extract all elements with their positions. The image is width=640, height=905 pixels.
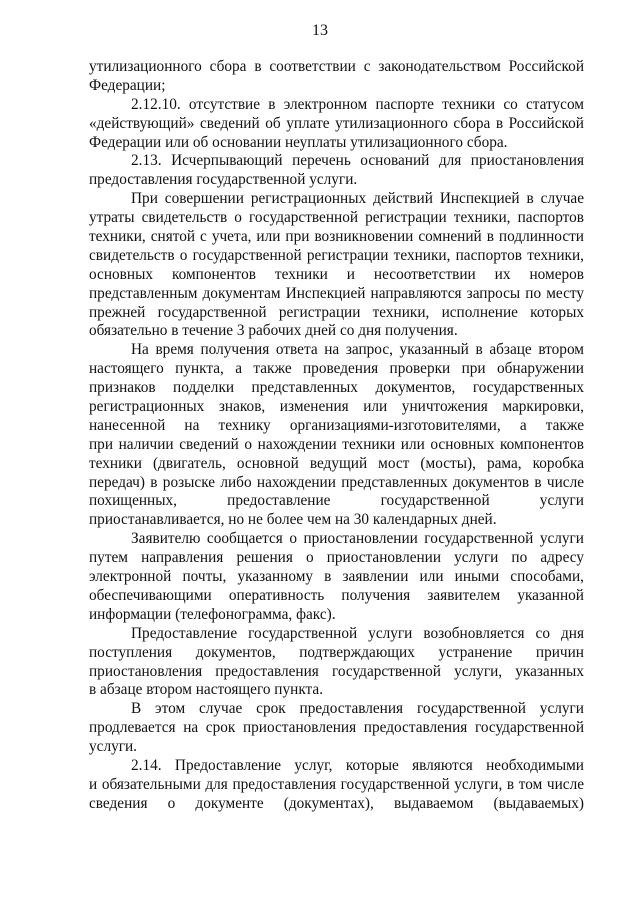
- text-line: обеспечивающими оперативность получения заявителем указанной: [89, 586, 584, 604]
- text-line: настоящего пункта, а также проведения проверки при обнаружении: [89, 360, 584, 378]
- text-line: приостанавливается, но не более чем на 30 календарных дней.: [89, 511, 497, 529]
- text-line: На время получения ответа на запрос, указанный в абзаце втором: [131, 341, 584, 359]
- text-line: Заявителю сообщается о приостановлении государственной услуги: [131, 530, 584, 548]
- text-line: 2.14. Предоставление услуг, которые являются необходимыми: [131, 756, 584, 774]
- page-number: 13: [312, 22, 328, 39]
- text-line: информации (телефонограмма, факс).: [89, 605, 336, 623]
- text-line: представленным документам Инспекцией направляются запросы по месту: [89, 284, 584, 302]
- paragraph-2-12-10: [89, 96, 584, 153]
- text-line: похищенных, предоставление государственной услуги: [89, 492, 584, 510]
- text-line: передач) в розыске либо нахождении представленных документов в числе: [89, 473, 584, 491]
- paragraph-registration-actions: [89, 190, 584, 341]
- text-line: техники, снятой с учета, или при возникновении сомнений в подлинности: [89, 228, 584, 246]
- text-line: 2.13. Исчерпывающий перечень оснований для приостановления: [131, 152, 584, 170]
- text-line: в абзаце втором настоящего пункта.: [89, 681, 324, 699]
- paragraph-applicant-notification: [89, 530, 584, 624]
- text-line: продлевается на срок приостановления предоставления государственной: [89, 719, 584, 737]
- text-line: признаков подделки представленных документов, государственных: [89, 379, 584, 397]
- paragraph-suspension-period: [89, 341, 584, 530]
- text-line: Предоставление государственной услуги возобновляется со дня: [131, 624, 584, 642]
- text-line: путем направления решения о приостановлении услуги по адресу: [89, 549, 584, 567]
- text-line: и обязательными для предоставления государственной услуги, в том числе: [89, 775, 584, 793]
- text-line: утраты свидетельств о государственной регистрации техники, паспортов: [89, 209, 584, 227]
- text-line: приостановления предоставления государственной услуги, указанных: [89, 662, 584, 680]
- paragraph-service-resumption: [89, 625, 584, 701]
- text-line: обязательно в течение 3 рабочих дней со дня получения.: [89, 322, 458, 340]
- text-line: Федерации;: [89, 76, 166, 94]
- text-line: «действующий» сведений об уплате утилизационного сбора в Российской: [89, 114, 584, 132]
- text-line: предоставления государственной услуги.: [89, 171, 358, 189]
- paragraph-utilization-fee-continuation: [89, 58, 584, 96]
- text-line: техники (двигатель, основной ведущий мост (мосты), рама, коробка: [89, 454, 584, 472]
- text-line: В этом случае срок предоставления государственной услуги: [131, 700, 584, 718]
- text-line: поступления документов, подтверждающих устранение причин: [89, 643, 584, 661]
- text-line: Федерации или об основании неуплаты утилизационного сбора.: [89, 133, 508, 151]
- paragraph-2-13: [89, 152, 584, 190]
- text-line: сведения о документе (документах), выдаваемом (выдаваемых): [89, 794, 584, 812]
- text-line: утилизационного сбора в соответствии с законодательством Российской: [89, 58, 584, 75]
- paragraph-term-extension: [89, 700, 584, 757]
- document-body: [89, 58, 584, 814]
- text-line: При совершении регистрационных действий Инспекцией в случае: [131, 190, 584, 208]
- text-line: услуги.: [89, 738, 138, 756]
- text-line: электронной почты, указанному в заявлении или иными способами,: [89, 568, 584, 586]
- text-line: прежней государственной регистрации техники, исполнение которых: [89, 303, 584, 321]
- text-line: нанесенной на технику организациями-изготовителями, а также: [89, 416, 584, 434]
- text-line: основных компонентов техники и несоответствии их номеров: [89, 265, 584, 283]
- text-line: при наличии сведений о нахождении техники или основных компонентов: [89, 435, 584, 453]
- paragraph-2-14: [89, 757, 584, 814]
- text-line: свидетельств о государственной регистрации техники, паспортов техники,: [89, 246, 584, 264]
- text-line: регистрационных знаков, изменения или уничтожения маркировки,: [89, 398, 584, 416]
- text-line: 2.12.10. отсутствие в электронном паспорте техники со статусом: [131, 95, 584, 113]
